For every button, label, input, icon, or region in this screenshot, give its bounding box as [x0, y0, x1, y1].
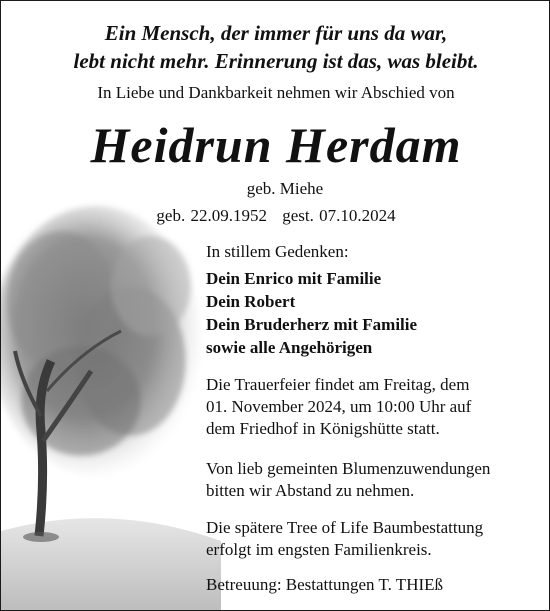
life-dates — [1, 206, 550, 226]
ceremony-line: dem Friedhof in Königshütte statt. — [206, 419, 440, 438]
ceremony-line: Die Trauerfeier findet am Freitag, dem — [206, 375, 470, 394]
quote-line-1: Ein Mensch, der immer für uns da war, — [104, 21, 448, 45]
mourner-name: sowie alle Angehörigen — [206, 338, 373, 357]
burial-line: Die spätere Tree of Life Baumbestattung — [206, 518, 484, 537]
flowers-line: bitten wir Abstand zu nehmen. — [206, 481, 415, 500]
memorial-quote — [1, 19, 550, 75]
ceremony-info — [206, 374, 541, 440]
tree-illustration — [1, 191, 221, 610]
mourners-list — [206, 267, 541, 359]
funeral-home-credit: Betreuung: Bestattungen T. THIEß — [206, 575, 444, 594]
farewell-intro: In Liebe und Dankbarkeit nehmen wir Abschied von — [97, 83, 455, 102]
burial-note — [206, 517, 541, 561]
mourner-name: Dein Bruderherz mit Familie — [206, 315, 418, 334]
birth-date: geb. 22.09.1952 — [156, 206, 267, 225]
burial-line: erfolgt im engsten Familienkreis. — [206, 540, 432, 559]
mourner-name: Dein Robert — [206, 292, 296, 311]
flowers-line: Von lieb gemeinten Blumenzuwendungen — [206, 459, 491, 478]
mourners-label: In stillem Gedenken: — [206, 242, 349, 261]
mourner-name: Dein Enrico mit Familie — [206, 269, 382, 288]
flowers-note — [206, 458, 541, 502]
ceremony-line: 01. November 2024, um 10:00 Uhr auf — [206, 397, 472, 416]
quote-line-2: lebt nicht mehr. Erinnerung ist das, was bleibt. — [73, 49, 479, 73]
death-date: gest. 07.10.2024 — [282, 206, 396, 225]
deceased-name: Heidrun Herdam — [90, 117, 462, 173]
maiden-name: geb. Miehe — [246, 179, 324, 198]
